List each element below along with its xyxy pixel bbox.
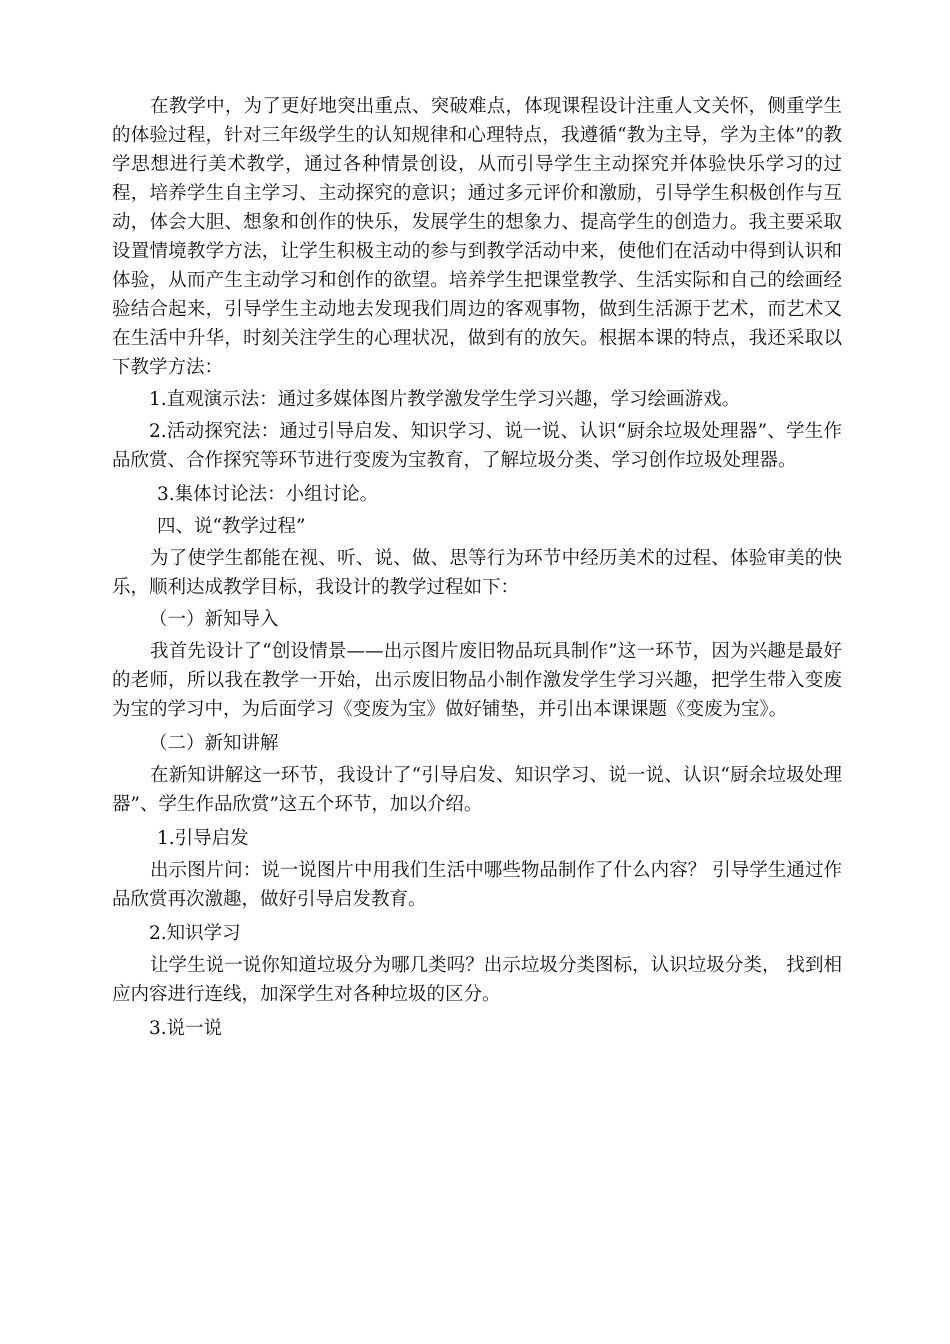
subheading-new-knowledge-explanation: （二）新知讲解 (149, 733, 279, 754)
subheading-guide-inspire: 1.引导启发 (157, 828, 249, 849)
paragraph-new-knowledge-intro: 我首先设计了“创设情景——出示图片废旧物品玩具制作”这一环节，因为兴趣是最好的老师，所以我在教学一开始，出示废旧物品小制作激发学生学习兴趣，把学生带入变废为宝的学习中，为后面学习《变废为宝》做好铺垫，并引出本课课题《变废为宝》。 (112, 641, 842, 720)
paragraph-method-2: 2.活动探究法：通过引导启发、知识学习、说一说、认识“厨余垃圾处理器”、学生作品欣赏、合作探究等环节进行变废为宝教育，了解垃圾分类、学习创作垃圾处理器。 (112, 421, 842, 471)
document-page (112, 92, 842, 1043)
paragraph-teaching-methods-intro: 在教学中，为了更好地突出重点、突破难点，体现课程设计注重人文关怀，侧重学生的体验过程，针对三年级学生的认知规律和心理特点，我遵循“教为主导，学为主体”的教学思想进行美术教学，通过各种情景创设，从而引导学生主动探究并体验快乐学习的过程，培养学生自主学习、主动探究的意识；通过多元评价和激励，引导学生积极创作与互动，体会大胆、想象和创作的快乐，发展学生的想象力、提高学生的创造力。我主要采取设置情境教学方法，让学生积极主动的参与到教学活动中来，使他们在活动中得到认识和体验，从而产生主动学习和创作的欲望。培养学生把课堂教学、生活实际和自己的绘画经验结合起来，引导学生主动地去发现我们周边的客观事物，做到生活源于艺术，而艺术又在生活中升华，时刻关注学生的心理状况，做到有的放矢。根据本课的特点，我还采取以下教学方法： (112, 96, 842, 378)
subheading-knowledge-learning: 2.知识学习 (149, 923, 241, 944)
subheading-talk-about: 3.说一说 (149, 1018, 223, 1039)
paragraph-guide-inspire: 出示图片问：说一说图片中用我们生活中哪些物品制作了什么内容？ 引导学生通过作品欣赏再次激趣，做好引导启发教育。 (112, 860, 842, 910)
section-heading-teaching-process: 四、说“教学过程” (157, 516, 306, 537)
paragraph-knowledge-learning: 让学生说一说你知道垃圾分为哪几类吗？出示垃圾分类图标，认识垃圾分类， 找到相应内容进行连线，加深学生对各种垃圾的区分。 (112, 955, 842, 1005)
paragraph-method-1: 1.直观演示法：通过多媒体图片教学激发学生学习兴趣，学习绘画游戏。 (149, 389, 741, 410)
paragraph-process-intro: 为了使学生都能在视、听、说、做、思等行为环节中经历美术的过程、体验审美的快乐，顺利达成教学目标，我设计的教学过程如下： (112, 548, 842, 598)
paragraph-method-3: 3.集体讨论法：小组讨论。 (157, 484, 379, 505)
paragraph-new-knowledge-explanation: 在新知讲解这一环节，我设计了“引导启发、知识学习、说一说、认识“厨余垃圾处理器”、学生作品欣赏”这五个环节，加以介绍。 (112, 765, 842, 815)
subheading-new-knowledge-intro: （一）新知导入 (149, 609, 279, 630)
